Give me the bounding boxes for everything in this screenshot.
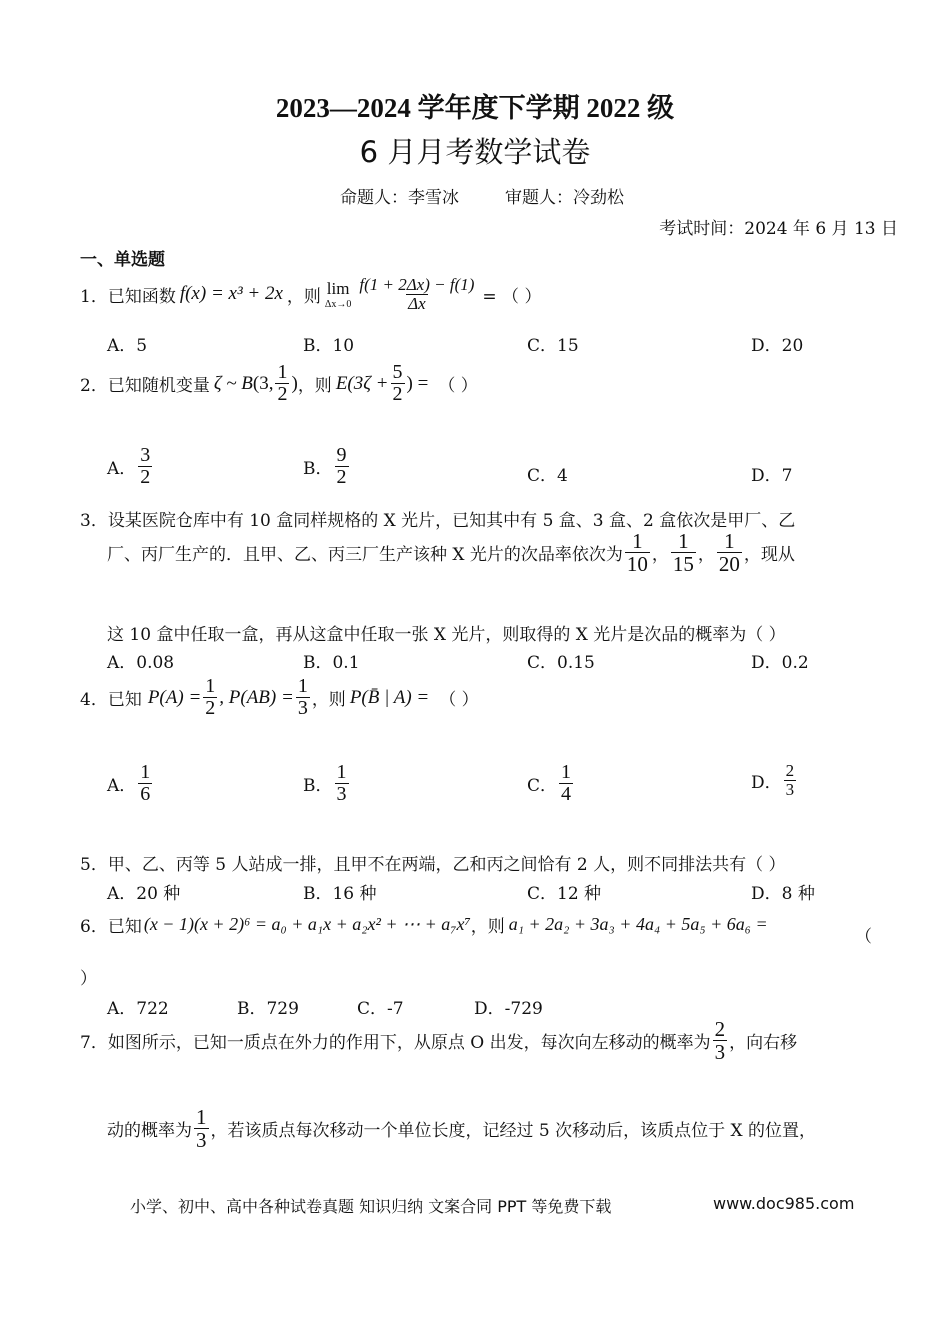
- question-1: [80, 276, 541, 313]
- option-d: D．7: [751, 466, 793, 486]
- option-label: D．: [751, 772, 782, 793]
- question-text: ，则: [286, 286, 321, 307]
- setter: 命题人：李雪冰: [340, 188, 459, 208]
- option-label: B．: [303, 776, 333, 796]
- option-c: C．12 种: [527, 884, 602, 904]
- fraction: $\frac{5}{2}$: [392, 361, 403, 405]
- option-d: D．8 种: [751, 884, 815, 904]
- option-c: C．4: [527, 466, 568, 486]
- polynomial-expression: (x − 1)(x + 2)⁶ = a₀ + a₁x + a₂x² + ⋯ + a₇x⁷: [143, 914, 471, 934]
- question-5: [80, 850, 785, 875]
- option-a: A．20 种: [107, 884, 181, 904]
- option-a: A．0.08: [107, 653, 175, 673]
- separator: ，: [697, 545, 715, 566]
- answer-blank-open: （: [855, 927, 872, 947]
- question-number: 7．: [80, 1033, 108, 1054]
- option-d: D．-729: [474, 999, 543, 1019]
- question-text: ，现从: [743, 545, 795, 566]
- footer-url[interactable]: www.doc985.com: [713, 1194, 855, 1213]
- option-a: A．722: [107, 999, 169, 1019]
- question-text: 厂、丙厂生产的．且甲、乙、丙三厂生产该种 X 光片的次品率依次为: [107, 545, 623, 566]
- separator: ，: [651, 545, 669, 566]
- question-text: 已知随机变量: [107, 376, 210, 396]
- question-number: 5．: [80, 855, 108, 875]
- option-d: [751, 762, 798, 799]
- option-b: B．10: [303, 336, 355, 356]
- question-text: 动的概率为: [107, 1121, 192, 1142]
- question-text: ，则: [297, 376, 332, 396]
- question-text: ，若该质点每次移动一个单位长度，记经过 5 次移动后，该质点位于 X 的位置，: [210, 1121, 817, 1142]
- fraction: $\frac{1}{3}$: [297, 675, 308, 719]
- answer-blank: （ ）: [438, 376, 478, 396]
- option-c: C．15: [527, 336, 579, 356]
- option-b: B．729: [237, 999, 299, 1019]
- defect-rate-3: $\frac{1}{20}$: [718, 529, 740, 577]
- exam-title-line2: 6 月月考数学试卷: [359, 135, 591, 169]
- question-number: 3．: [80, 511, 108, 531]
- footer-text: 小学、初中、高中各种试卷真题 知识归纳 文案合同 PPT 等免费下载: [130, 1197, 612, 1216]
- question-2: [80, 362, 478, 405]
- conditional-prob: P(B̄ | A) =: [349, 686, 430, 708]
- question-number: 2．: [80, 376, 108, 396]
- question-4: [80, 676, 479, 719]
- distribution-param: (3,: [252, 372, 274, 394]
- option-d: D．20: [751, 336, 804, 356]
- expectation-close: ) =: [406, 372, 429, 394]
- option-b: [303, 445, 351, 488]
- option-a: [107, 445, 154, 488]
- option-label: A．: [107, 776, 137, 796]
- fraction: $\frac{9}{2}$: [336, 444, 347, 488]
- question-6: [80, 912, 870, 937]
- fraction: $\frac{1}{2}$: [205, 675, 216, 719]
- fraction: $\frac{1}{4}$: [561, 761, 572, 805]
- option-c: C．0.15: [527, 653, 595, 673]
- answer-blank: = （ ）: [482, 286, 542, 307]
- defect-rate-1: $\frac{1}{10}$: [626, 529, 648, 577]
- question-3-line1: [80, 506, 795, 531]
- exam-title-line1: 2023—2024 学年度下学期 2022 级: [275, 93, 675, 123]
- answer-blank: （ ）: [439, 690, 479, 710]
- question-number: 6．: [80, 917, 108, 937]
- answer-blank-close: ）: [80, 969, 97, 989]
- option-label: C．: [527, 776, 558, 796]
- fraction: $\frac{2}{3}$: [785, 761, 795, 799]
- option-d: D．0.2: [751, 653, 809, 673]
- question-text: 设某医院仓库中有 10 盒同样规格的 X 光片，已知其中有 5 盒、3 盒、2 盒依次是甲厂、乙: [107, 511, 796, 531]
- question-text: 已知函数: [107, 286, 176, 307]
- prob-a: P(A) =: [147, 686, 202, 708]
- option-c: [527, 762, 575, 805]
- question-7-line1: [80, 1018, 797, 1063]
- question-text: 如图所示，已知一质点在外力的作用下，从原点 O 出发，每次向左移动的概率为: [107, 1033, 711, 1054]
- left-probability: $\frac{2}{3}$: [714, 1017, 726, 1065]
- option-b: [303, 762, 351, 805]
- question-text: ，则: [470, 917, 505, 937]
- option-label: B．: [303, 459, 333, 479]
- option-a: A．5: [107, 336, 148, 356]
- question-text: ，向右移: [729, 1033, 798, 1054]
- option-b: B．0.1: [303, 653, 360, 673]
- fraction: $\frac{1}{3}$: [336, 761, 347, 805]
- reviewer: 审题人：冷劲松: [505, 188, 624, 208]
- question-number: 4．: [80, 690, 108, 710]
- option-label: A．: [107, 459, 137, 479]
- exam-time: 考试时间：2024 年 6 月 13 日: [659, 219, 898, 239]
- distribution-paren: ): [291, 372, 298, 394]
- question-number: 1．: [80, 286, 108, 307]
- function-expression: f(x) = x³ + 2x: [179, 283, 283, 305]
- defect-rate-2: $\frac{1}{15}$: [672, 529, 694, 577]
- coefficient-sum: a₁ + 2a₂ + 3a₃ + 4a₄ + 5a₅ + 6a₆ =: [508, 914, 768, 934]
- fraction: $\frac{1}{2}$: [277, 361, 288, 405]
- question-text: 甲、乙、丙等 5 人站成一排，且甲不在两端，乙和丙之间恰有 2 人，则不同排法共有（ ）: [107, 855, 786, 875]
- right-probability: $\frac{1}{3}$: [196, 1105, 207, 1153]
- limit-fraction: $\frac{f(1 + 2\Delta x) - f(1)}{\Delta x}$: [359, 275, 475, 313]
- option-a: [107, 762, 154, 805]
- option-b: B．16 种: [303, 884, 377, 904]
- expectation: E(3ζ +: [335, 372, 389, 394]
- question-7-line2: [107, 1106, 816, 1151]
- question-3-line3: 这 10 盒中任取一盒，再从这盒中任取一张 X 光片，则取得的 X 光片是次品的概率为（ ）: [107, 625, 786, 645]
- limit-operator: lim Δx→0: [324, 278, 352, 310]
- distribution: ζ ~ B: [213, 372, 253, 394]
- question-text: 已知: [107, 690, 142, 710]
- prob-ab: , P(AB) =: [219, 686, 294, 708]
- question-text: ，则: [311, 690, 346, 710]
- option-c: C．-7: [357, 999, 404, 1019]
- section-heading: 一、单选题: [80, 250, 165, 270]
- fraction: $\frac{3}{2}$: [140, 444, 151, 488]
- question-3-line2: [107, 530, 795, 575]
- question-text: 已知: [107, 917, 142, 937]
- fraction: $\frac{1}{6}$: [140, 761, 151, 805]
